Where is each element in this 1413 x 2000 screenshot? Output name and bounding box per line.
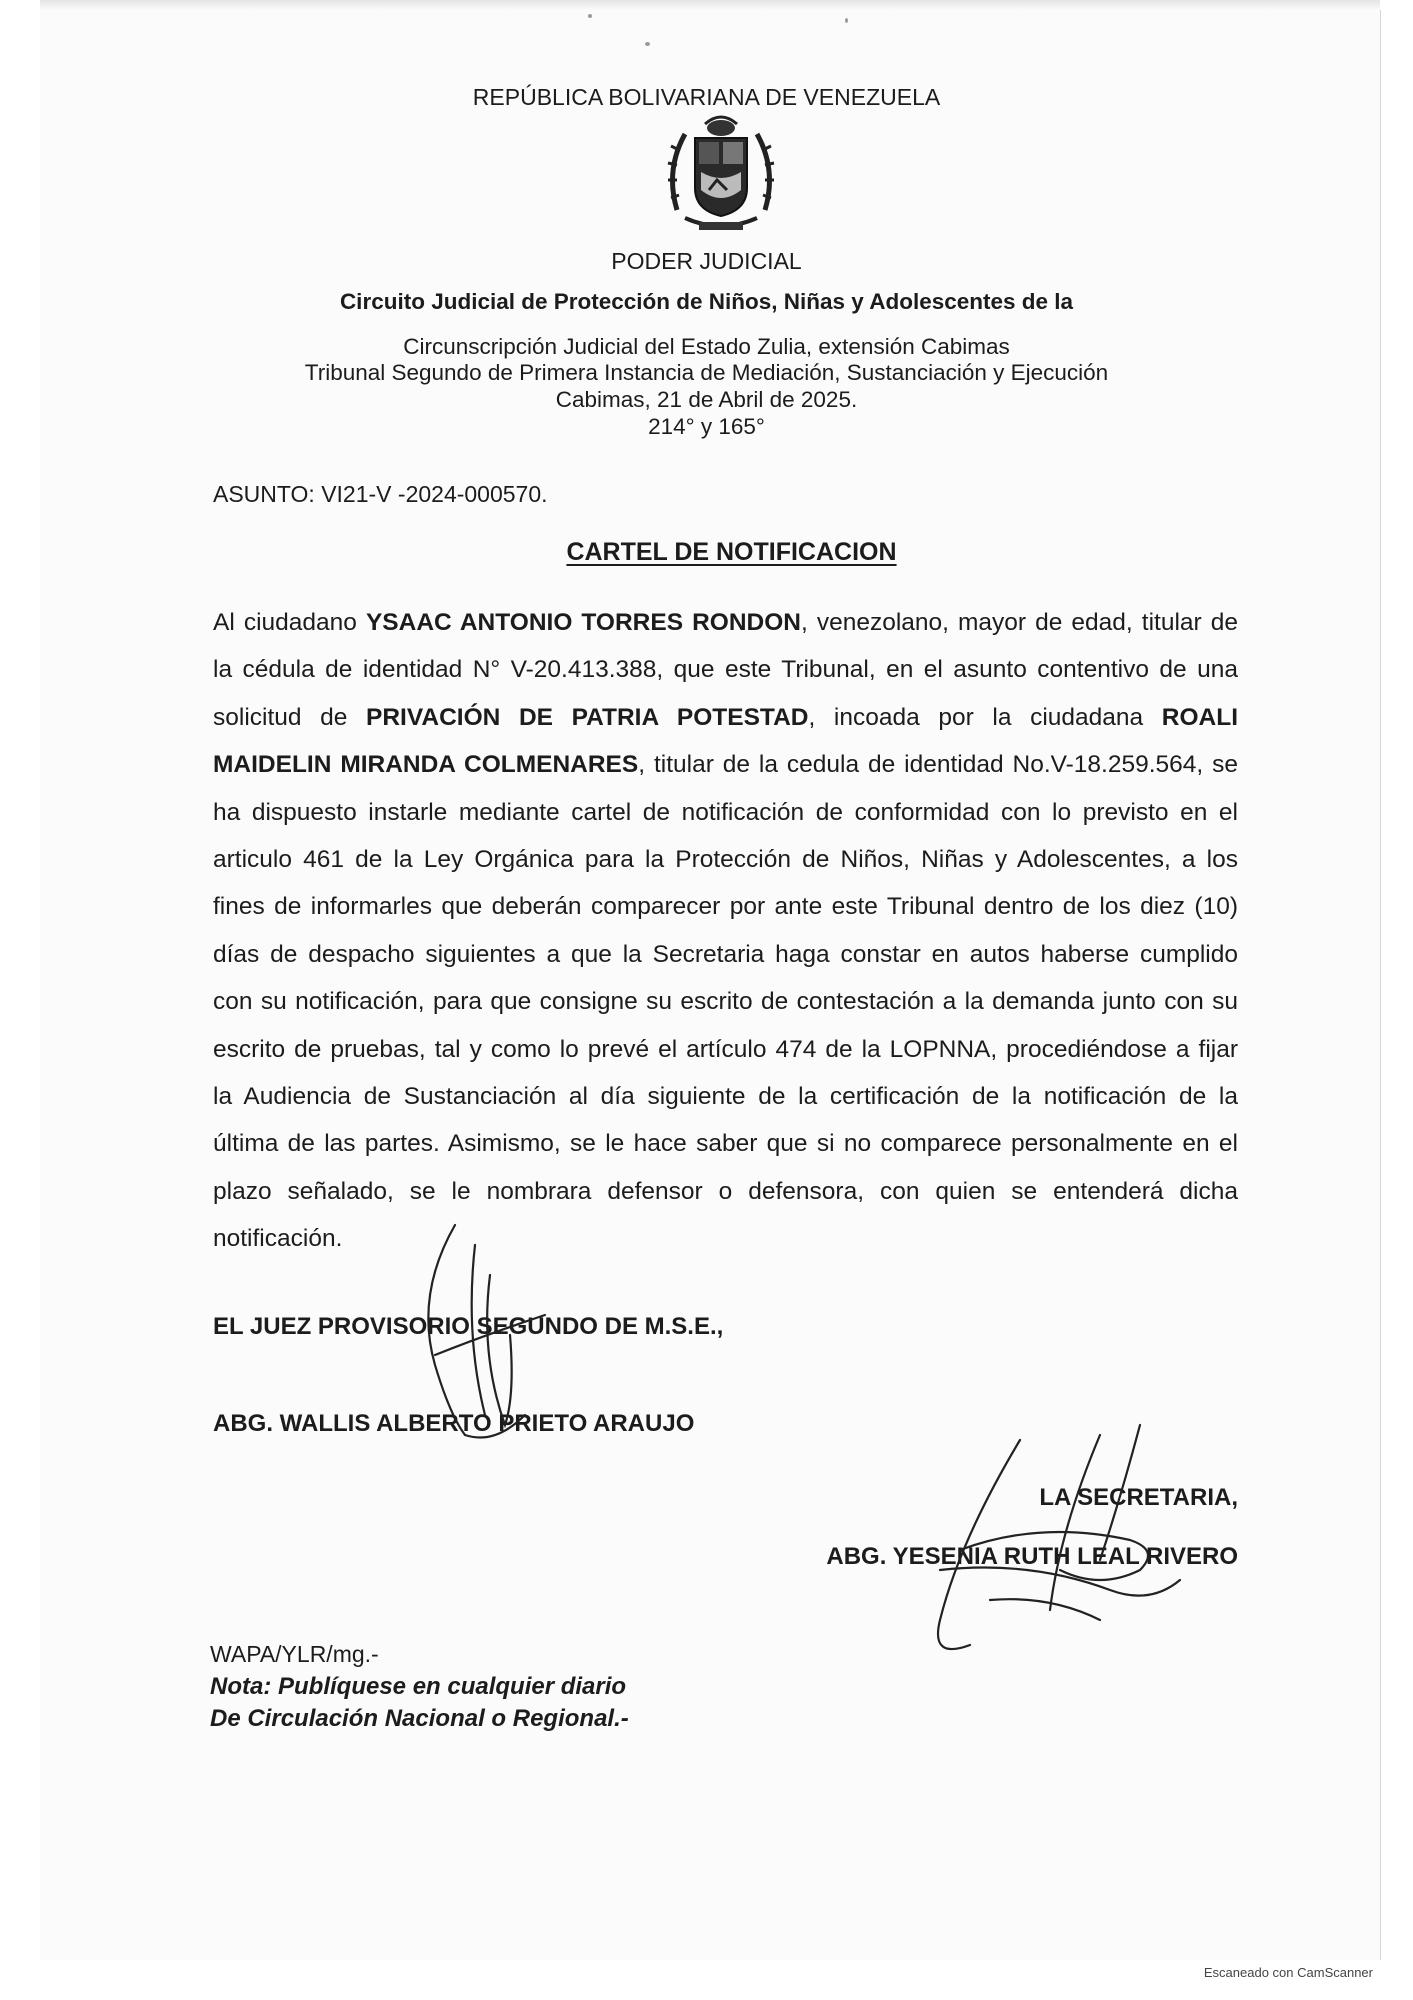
scan-edge bbox=[40, 0, 1380, 10]
body-text-1: Al ciudadano bbox=[213, 609, 366, 636]
plaintiff-name: ROALI MAIDELIN MIRANDA COLMENARES bbox=[213, 703, 1238, 779]
publication-note-line2: De Circulación Nacional o Regional.- bbox=[210, 1705, 629, 1732]
coat-of-arms-icon bbox=[665, 110, 777, 236]
body-text-2: , venezolano, mayor de edad, titular de la cédula de identidad N° V-20.413.388, que este Tribunal, en el asunto contentivo de una solicitud de bbox=[213, 609, 1238, 731]
scan-speck bbox=[588, 14, 592, 18]
header-circunscripcion: Circunscripción Judicial del Estado Zulia, extensión Cabimas bbox=[403, 334, 1010, 359]
judge-title: EL JUEZ PROVISORIO SEGUNDO DE M.S.E., bbox=[213, 1313, 724, 1340]
secretary-title: LA SECRETARIA, bbox=[1039, 1484, 1238, 1511]
document-title-text: CARTEL DE NOTIFICACION bbox=[566, 538, 897, 566]
body-text-4: , titular de la cedula de identidad No.V-18.259.564, se ha dispuesto instarle mediante cartel de notificación de conformidad con lo previsto en el articulo 461 de la Ley Orgánica para la Protección de Niños, Niñas y Adolescentes, a los fines de informarles que deberán comparecer por ante este Tribunal dentro de los diez (10) días de despacho siguientes a que la Secretaria haga constar en autos haberse cumplido con su notificación, para que consigne su escrito de contestación a la demanda junto con su escrito de pruebas, tal y como lo prevé el artículo 474 de la LOPNNA, procediéndose a fijar la Audiencia de Sustanciación al día siguiente de la certificación de la notificación de la última de las partes. Asimismo, se le hace saber que si no comparece personalmente en el plazo señalado, se le nombrara defensor o defensora, con quien se entenderá dicha notificación. bbox=[213, 751, 1238, 1253]
body-text-3: , incoada por la ciudadana bbox=[808, 703, 1162, 731]
header-circuito: Circuito Judicial de Protección de Niños, Niñas y Adolescentes de la bbox=[339, 289, 1074, 314]
judge-name: ABG. WALLIS ALBERTO PRIETO ARAUJO bbox=[213, 1410, 695, 1437]
camscanner-watermark: Escaneado con CamScanner bbox=[1203, 1965, 1373, 1980]
header-grados: 214° y 165° bbox=[648, 414, 765, 439]
initials-reference: WAPA/YLR/mg.- bbox=[210, 1641, 379, 1667]
document-title bbox=[0, 538, 1413, 567]
header-tribunal: Tribunal Segundo de Primera Instancia de Mediación, Sustanciación y Ejecución bbox=[304, 360, 1109, 385]
case-number: ASUNTO: VI21-V -2024-000570. bbox=[213, 481, 548, 507]
scan-speck bbox=[645, 42, 650, 46]
defendant-name: YSAAC ANTONIO TORRES RONDON bbox=[365, 609, 801, 636]
header-date: Cabimas, 21 de Abril de 2025. bbox=[555, 387, 858, 412]
scan-speck bbox=[845, 18, 848, 23]
case-matter: PRIVACIÓN DE PATRIA POTESTAD bbox=[366, 703, 809, 731]
secretary-name: ABG. YESENIA RUTH LEAL RIVERO bbox=[826, 1543, 1238, 1570]
header-poder-judicial: PODER JUDICIAL bbox=[611, 248, 802, 274]
header-republica: REPÚBLICA BOLIVARIANA DE VENEZUELA bbox=[472, 84, 941, 110]
publication-note-line1: Nota: Publíquese en cualquier diario bbox=[210, 1673, 627, 1700]
notice-body bbox=[213, 599, 1238, 1263]
